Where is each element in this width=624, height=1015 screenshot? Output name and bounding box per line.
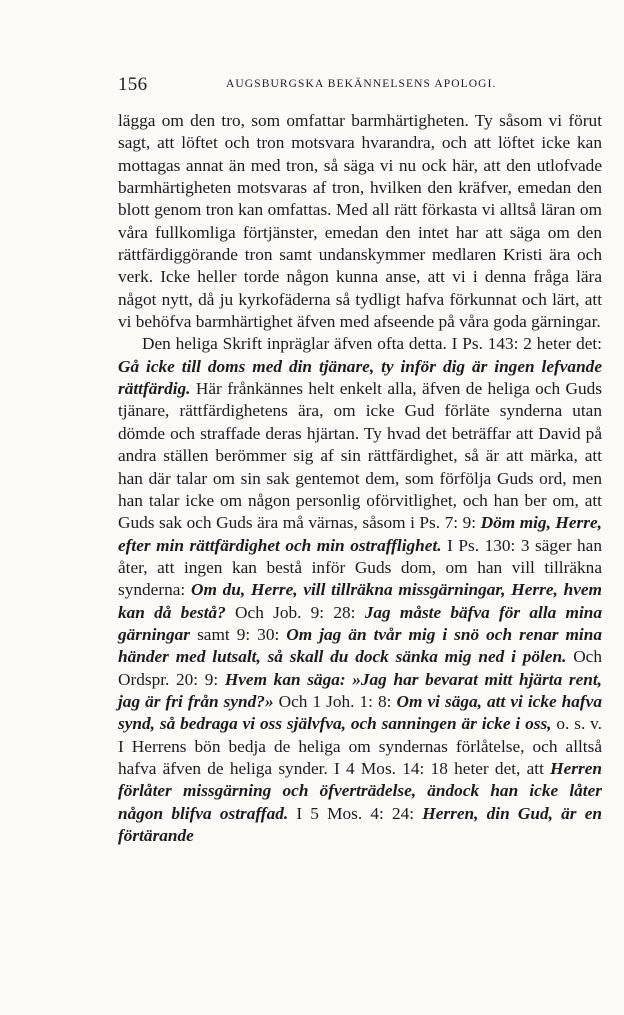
- paragraph: [118, 333, 602, 847]
- body-text: [118, 110, 602, 847]
- scripture-quote: Om du, Herre, vill tillräkna missgärningar, Herre, hvem kan då bestå?: [118, 580, 602, 622]
- page-number: 156: [118, 74, 148, 95]
- text-run: I 5 Mos. 4: 24:: [288, 803, 423, 823]
- text-run: Och Ordspr. 20: 9:: [118, 647, 602, 689]
- text-run: Här frånkännes helt enkelt alla, äfven de heliga och Guds tjänare, rättfärdighetens ära, om icke Gud förläte synderna utan dömde och straffade deras hjärtan. Ty hvad det beträffar att David på andra ställen berömmer sig af sin rättfärdighet, så är att märka, att han där talar om sin sak gentemot dem, som förfölja Guds ord, men han talar icke om någon personlig oförvitlighet, och han ber om, att Guds sak och Guds ära må värnas, såsom i Ps. 7: 9:: [118, 379, 602, 533]
- text-run: o. s. v. I Herrens bön bedja de heliga om syndernas förlåtelse, och alltså hafva äfven de heliga synder. I 4 Mos. 14: 18 heter det, att: [118, 714, 602, 778]
- scripture-quote: Herren förlåter missgärning och öfverträdelse, ändock han icke låter någon blifva ostraffad.: [118, 758, 602, 823]
- text-run: lägga om den tro, som omfattar barmhärtigheten. Ty såsom vi förut sagt, att löftet och tron motsvara hvarandra, och att löftet icke kan mottagas annat än med tron, så säga vi nu ock här, att den utlofvade barmhärtigheten motsvaras af tron, hvilken den kräfver, emedan den blott genom tron kan omfattas. Med all rätt förkasta vi alltså läran om våra fullkomliga förtjänster, emedan den intet har att säga om den rättfärdiggörande tron samt undanskymmer medlaren Kristi ära och verk. Icke heller torde någon kunna anse, att vi i denna fråga lära något nytt, då ju kyrkofäderna så tydligt hafva förkunnat och lärt, att vi behöfva barmhärtighet äfven med afseende på våra goda gärningar.: [118, 111, 602, 332]
- text-run: samt 9: 30:: [190, 624, 287, 644]
- running-title: AUGSBURGSKA BEKÄNNELSENS APOLOGI.: [226, 78, 497, 90]
- page-header: [118, 74, 602, 98]
- scripture-quote: Jag måste bäfva för alla mina gärningar: [118, 602, 603, 644]
- text-run: I Ps. 130: 3 säger han åter, att ingen kan bestå inför Guds dom, om han vill tillräkna synderna:: [118, 535, 602, 600]
- text-run: Den heliga Skrift inpräglar äfven ofta detta. I Ps. 143: 2 heter det:: [142, 334, 602, 354]
- text-run: Och Job. 9: 28:: [225, 602, 365, 622]
- scripture-quote: Hvem kan säga: »Jag har bevarat mitt hjärta rent, jag är fri från synd?»: [118, 669, 602, 711]
- scripture-quote: Gå icke till doms med din tjänare, ty inför dig är ingen lefvande rättfärdig.: [118, 356, 602, 399]
- scripture-quote: Om vi säga, att vi icke hafva synd, så bedraga vi oss självfva, och sanningen är icke i oss,: [118, 691, 602, 734]
- scripture-quote: Herren, din Gud, är en förtärande: [118, 803, 602, 845]
- text-run: Och 1 Joh. 1: 8:: [273, 691, 397, 711]
- scripture-quote: Döm mig, Herre, efter min rättfärdighet och min ostrafflighet.: [118, 513, 602, 555]
- scripture-quote: Om jag än tvår mig i snö och renar mina händer med lutsalt, så skall du dock sänka mig ned i pölen.: [118, 624, 602, 667]
- paragraph: [118, 110, 602, 333]
